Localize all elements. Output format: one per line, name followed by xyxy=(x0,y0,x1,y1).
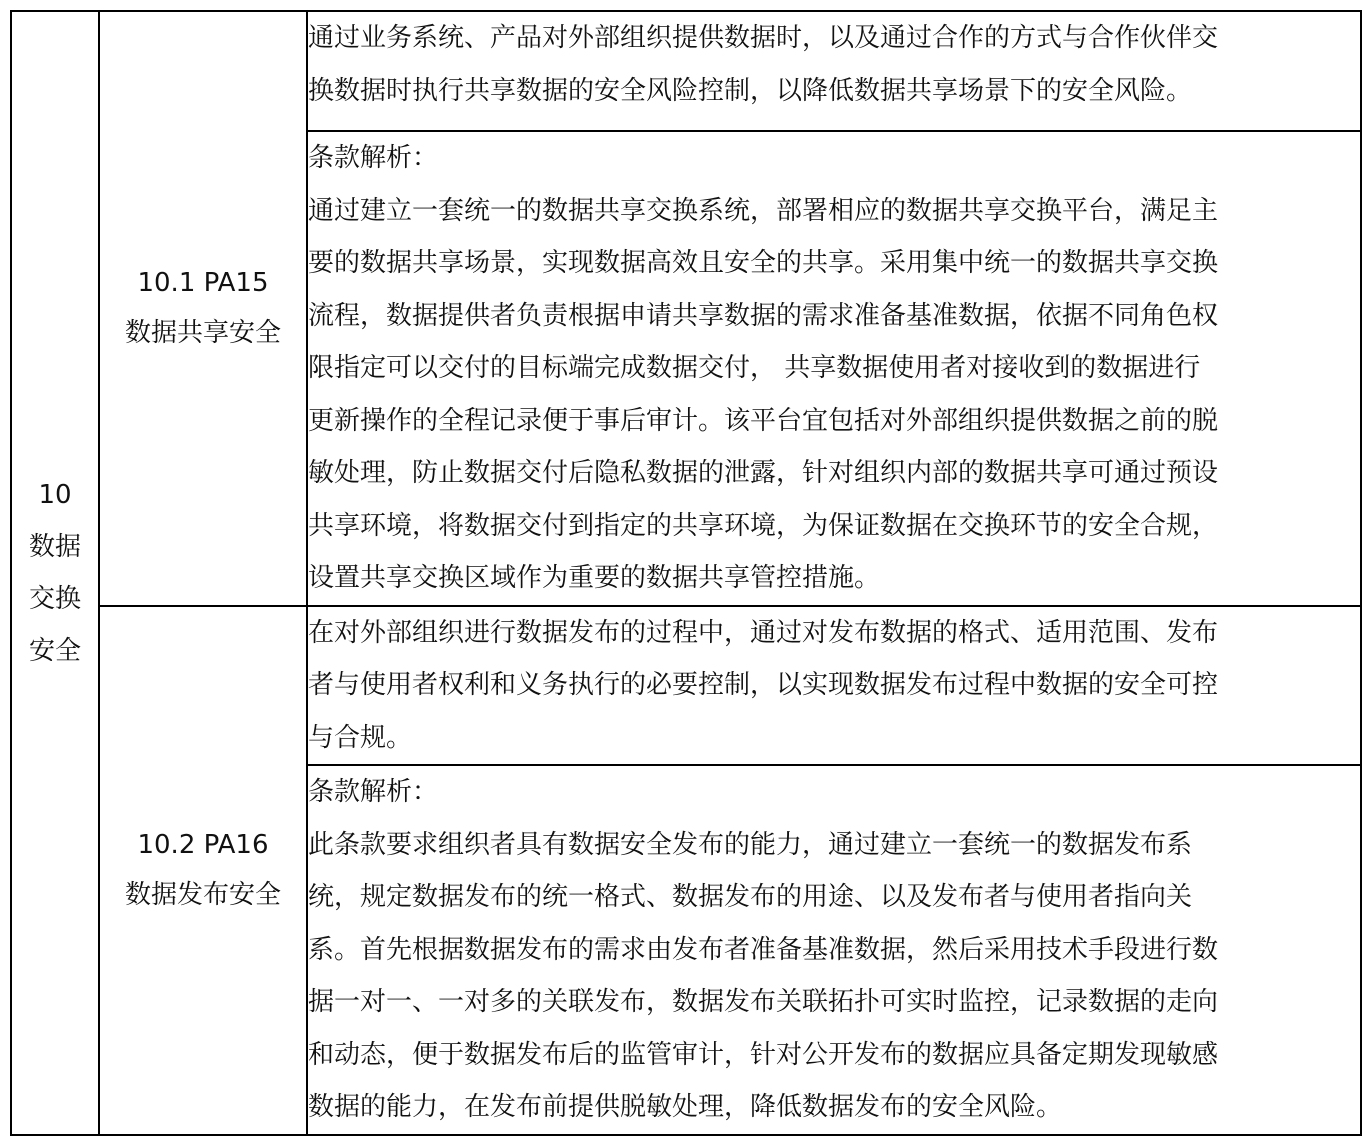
definition-cell xyxy=(307,11,1361,131)
section-title: 数据发布安全 xyxy=(124,880,281,911)
section-cell xyxy=(99,606,307,1136)
text-line: 通过建立一套统一的数据共享交换系统，部署相应的数据共享交换平台，满足主 xyxy=(308,195,1219,226)
analysis-cell xyxy=(307,765,1361,1135)
text-line: 更新操作的全程记录便于事后审计。该平台宜包括对外部组织提供数据之前的脱 xyxy=(308,405,1219,436)
category-cell xyxy=(11,11,99,1135)
category-name-line: 交换 xyxy=(28,584,81,614)
definition-cell xyxy=(307,606,1361,766)
text-line: 在对外部组织进行数据发布的过程中，通过对发布数据的格式、适用范围、发布 xyxy=(308,617,1219,648)
text-line: 共享环境，将数据交付到指定的共享环境，为保证数据在交换环节的安全合规， xyxy=(308,510,1219,541)
section-title: 数据共享安全 xyxy=(124,318,281,349)
category-name-line: 安全 xyxy=(28,636,81,666)
category-name-line: 数据 xyxy=(28,532,81,562)
text-line: 数据的能力，在发布前提供脱敏处理，降低数据发布的安全风险。 xyxy=(308,1092,1063,1122)
analysis-cell xyxy=(307,131,1361,606)
text-line: 通过业务系统、产品对外部组织提供数据时，以及通过合作的方式与合作伙伴交 xyxy=(308,23,1219,53)
text-line: 与合规。 xyxy=(308,722,413,753)
text-line: 者与使用者权利和义务执行的必要控制，以实现数据发布过程中数据的安全可控 xyxy=(308,670,1219,700)
text-line: 换数据时执行共享数据的安全风险控制，以降低数据共享场景下的安全风险。 xyxy=(308,75,1193,106)
text-line: 流程，数据提供者负责根据申请共享数据的需求准备基准数据，依据不同角色权 xyxy=(308,300,1219,331)
text-line: 系。首先根据数据发布的需求由发布者准备基准数据，然后采用技术手段进行数 xyxy=(308,934,1219,965)
text-line: 据一对一、一对多的关联发布，数据发布关联拓扑可实时监控，记录数据的走向 xyxy=(308,987,1219,1017)
spec-table xyxy=(10,10,1362,1136)
section-code: 10.1 PA15 xyxy=(137,268,269,299)
text-line: 统，规定数据发布的统一格式、数据发布的用途、以及发布者与使用者指向关 xyxy=(308,882,1193,912)
table-row xyxy=(11,11,1361,131)
section-code: 10.2 PA16 xyxy=(137,830,269,861)
text-line: 和动态，便于数据发布后的监管审计，针对公开发布的数据应具备定期发现敏感 xyxy=(308,1039,1219,1070)
text-line: 限指定可以交付的目标端完成数据交付， 共享数据使用者对接收到的数据进行 xyxy=(308,353,1201,383)
category-number: 10 xyxy=(38,480,72,510)
text-line: 设置共享交换区域作为重要的数据共享管控措施。 xyxy=(308,563,881,593)
text-line: 此条款要求组织者具有数据安全发布的能力，通过建立一套统一的数据发布系 xyxy=(308,829,1193,860)
text-line: 敏处理，防止数据交付后隐私数据的泄露，针对组织内部的数据共享可通过预设 xyxy=(308,458,1219,488)
text-line: 要的数据共享场景，实现数据高效且安全的共享。采用集中统一的数据共享交换 xyxy=(308,248,1219,278)
analysis-heading: 条款解析： xyxy=(308,777,439,807)
section-cell xyxy=(99,11,307,606)
table-row xyxy=(11,606,1361,766)
analysis-heading: 条款解析： xyxy=(308,143,439,173)
